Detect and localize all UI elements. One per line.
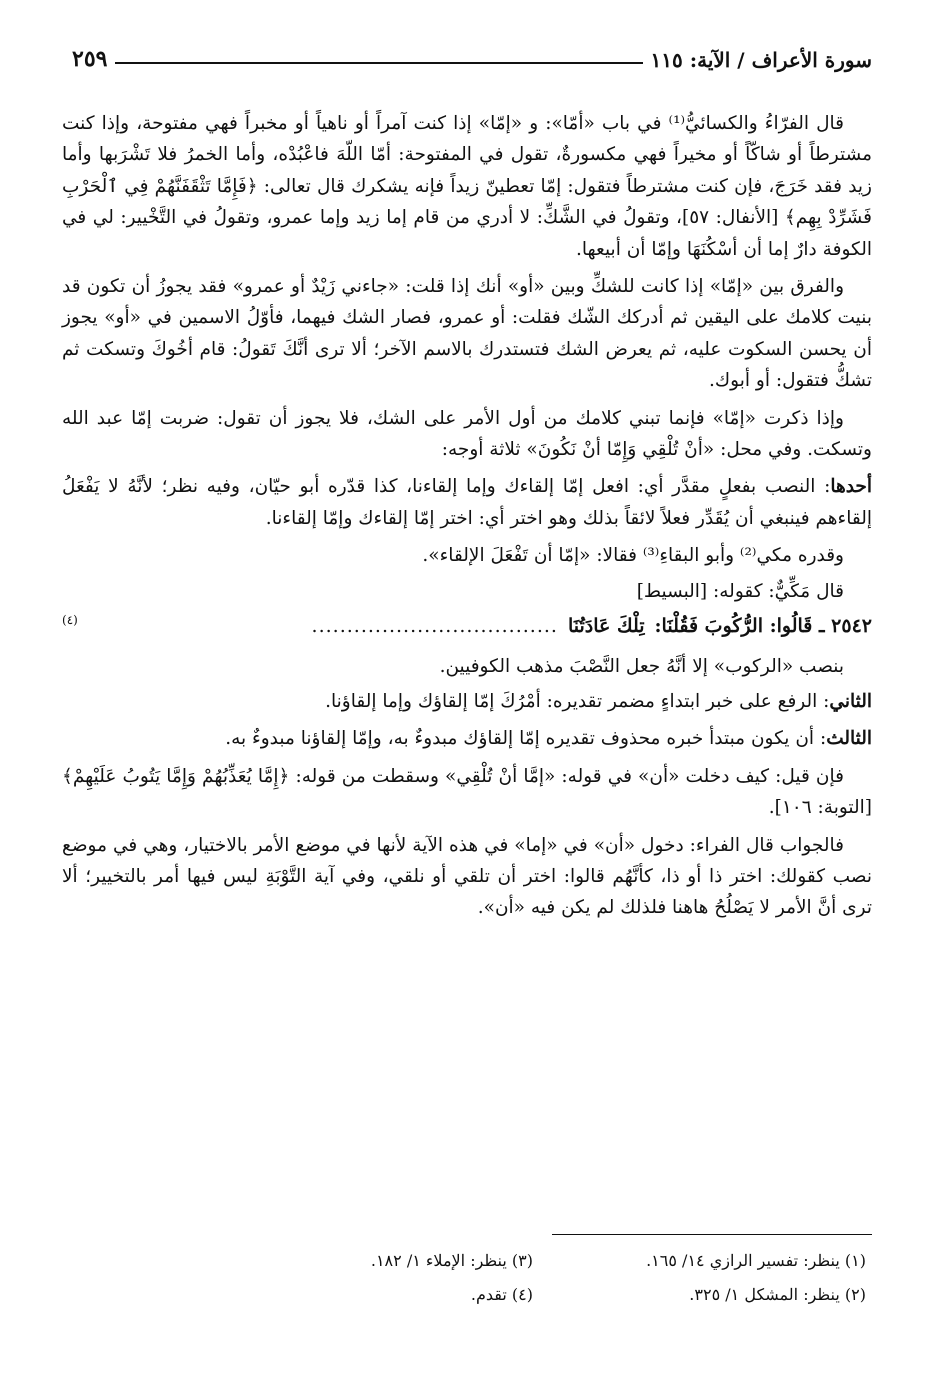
- aspect-first-label: أحدها: [830, 476, 872, 498]
- aspect-second-label: الثاني: [829, 690, 872, 712]
- aspect-second: [62, 686, 872, 717]
- verse-explanation: بنصب «الركوب» إلا أنَّهُ جعل النَّصْبَ مذهب الكوفيين.: [439, 655, 844, 677]
- answer-paragraph: فالجواب قال الفراء: دخول «أن» في «إما» في هذه الآية لأنها في موضع الأمر بالاختيار، وهي في موضع نصب كقولك: اختر ذا أو ذا، كأنَّهُم قالوا: اختر أن تلقي أو نلقي، وفي آية التَّوْبَةِ ليس فيها أمر بالتخيير؛ ألا ترى أنَّ الأمر لا يَصْلُحُ هاهنا فلذلك لم يكن فيه «أن».: [62, 834, 872, 919]
- question-paragraph: فإن قيل: كيف دخلت «أن» في قوله: «إمَّا أنْ تُلْقِي» وسقطت من قوله: ﴿إِمَّا يُعَذِّبُهُمْ وَإِمَّا يَتُوبُ عَلَيْهِمْ﴾ [التوبة: ١٠٦].: [62, 765, 872, 819]
- aspect-third-text: : أن يكون مبتدأ خبره محذوف تقديره إمّا إلقاؤك مبدوءٌ به، وإمّا إلقاؤنا مبدوءٌ به.: [225, 728, 827, 750]
- aspect-third-label: الثالث: [826, 728, 872, 750]
- verse-footnote-ref: (٤): [62, 613, 78, 628]
- footnote-2: (٢) ينظر: المشكل ١/ ٣٢٥.: [689, 1285, 866, 1304]
- paragraph-1: قال الفرّاءُ والكسائيُّ⁽¹⁾ في باب «أمّا»: و «إمّا» إذا كنت آمراً أو ناهياً أو مخبراً فهي مفتوحة، وإذا كنت مشترطاً أو شاكّاً أو مخيراً فهي مكسورةٌ، تقول في المفتوحة: أمّا اللّهَ فاعْبُدْه، وأما الخمرُ فلا تَشْرَبها وأما زيد فقد خَرَجَ، فإن كنت مشترطاً فتقول: إمّا تعطينّ زيداً فإنه يشكرك قال تعالى: ﴿فَإِمَّا تَثْقَفَنَّهُمْ فِي ٱلْحَرْبِ فَشَرِّدْ بِهِم﴾ [الأنفال: ٥٧]، وتقولُ في الشَّكِّ: لا أدري من قام إما زيد وإما عمرو، وتقولُ في التَّخْيير: لي في الكوفة دارٌ إما أن أسْكُنَهَا وإمّا أن أبيعها.: [62, 113, 872, 260]
- header-rule: [115, 62, 642, 64]
- aspect-third: [62, 723, 872, 754]
- main-text: [62, 108, 872, 930]
- verse-second-part: تِلْكَ عَادَتُنَا: [567, 615, 645, 638]
- makki-quote: قال مَكِّيٌّ: كقوله: [البسيط]: [636, 580, 844, 602]
- paragraph-2: والفرق بين «إمّا» إذا كانت للشكِّ وبين «أو» أنك إذا قلت: «جاءني زَيْدٌ أو عمرو» فقد يجوزُ أن تكون قد بنيت كلامك على اليقين ثم أدركك الشّك فقلت: أو عمرو، فصار الشك فيهما، فأوّلُ الاسمين في «أو» يجوز أن يحسن السكوت عليه، ثم يعرض الشك فتستدرك بالاسم الآخر؛ ألا ترى أنَّكَ تَقولُ: قام أخُوكَ وتسكت ثم تشكُّ فتقول: أو أبوك.: [62, 276, 872, 392]
- aspect-first-text: : النصب بفعلٍ مقدَّر أي: افعل إمّا إلقاءك وإما إلقاءنا، كذا قدّره أبو حيّان، وفيه نظر؛ لأنَّهُ لا يَفْعَلُ إلقاءهم فينبغي أن يُقَدِّر فعلاً لائقاً بذلك وهو اختر أي: اختر إمّا إلقاءك وإمّا إلقاءنا.: [62, 476, 872, 529]
- aspect-first: [62, 471, 872, 534]
- footnote-row: [200, 1244, 866, 1278]
- verse-first-hemistich: ٢٥٤٢ ـ قَالُوا: الرُّكُوبَ فَقُلْنَا:: [654, 615, 872, 638]
- footnote-3: (٣) ينظر: الإملاء ١/ ١٨٢.: [370, 1251, 533, 1270]
- poetry-verse: [62, 611, 872, 644]
- page-header: [72, 38, 872, 72]
- footnote-4: (٤) تقدم.: [470, 1285, 533, 1304]
- footnotes: [200, 1244, 866, 1312]
- makki-line: وقدره مكي⁽²⁾ وأبو البقاءِ⁽³⁾ فقالا: «إمّا أن تَفْعَلَ الإلقاء».: [422, 545, 844, 567]
- aspect-second-text: : الرفع على خبر ابتداءٍ مضمر تقديره: أمْرُكَ إمّا إلقاؤك وإما إلقاؤنا.: [325, 690, 830, 712]
- footnote-1: (١) ينظر: تفسير الرازي ١٤/ ١٦٥.: [646, 1251, 866, 1270]
- verse-dots: ...................................: [311, 615, 558, 638]
- footnote-row: [200, 1278, 866, 1312]
- footnote-rule: [552, 1234, 872, 1235]
- running-title: سورة الأعراف / الآية: ١١٥: [650, 48, 872, 72]
- page-number: ٢٥٩: [72, 46, 108, 72]
- paragraph-3: وإذا ذكرت «إمّا» فإنما تبني كلامك من أول الأمر على الشك، فلا يجوز أن تقول: ضربت إمّا عبد الله وتسكت. وفي محل: «أنْ تُلْقِي وَإِمّا أنْ نَكُونَ» ثلاثة أوجه:: [62, 407, 872, 461]
